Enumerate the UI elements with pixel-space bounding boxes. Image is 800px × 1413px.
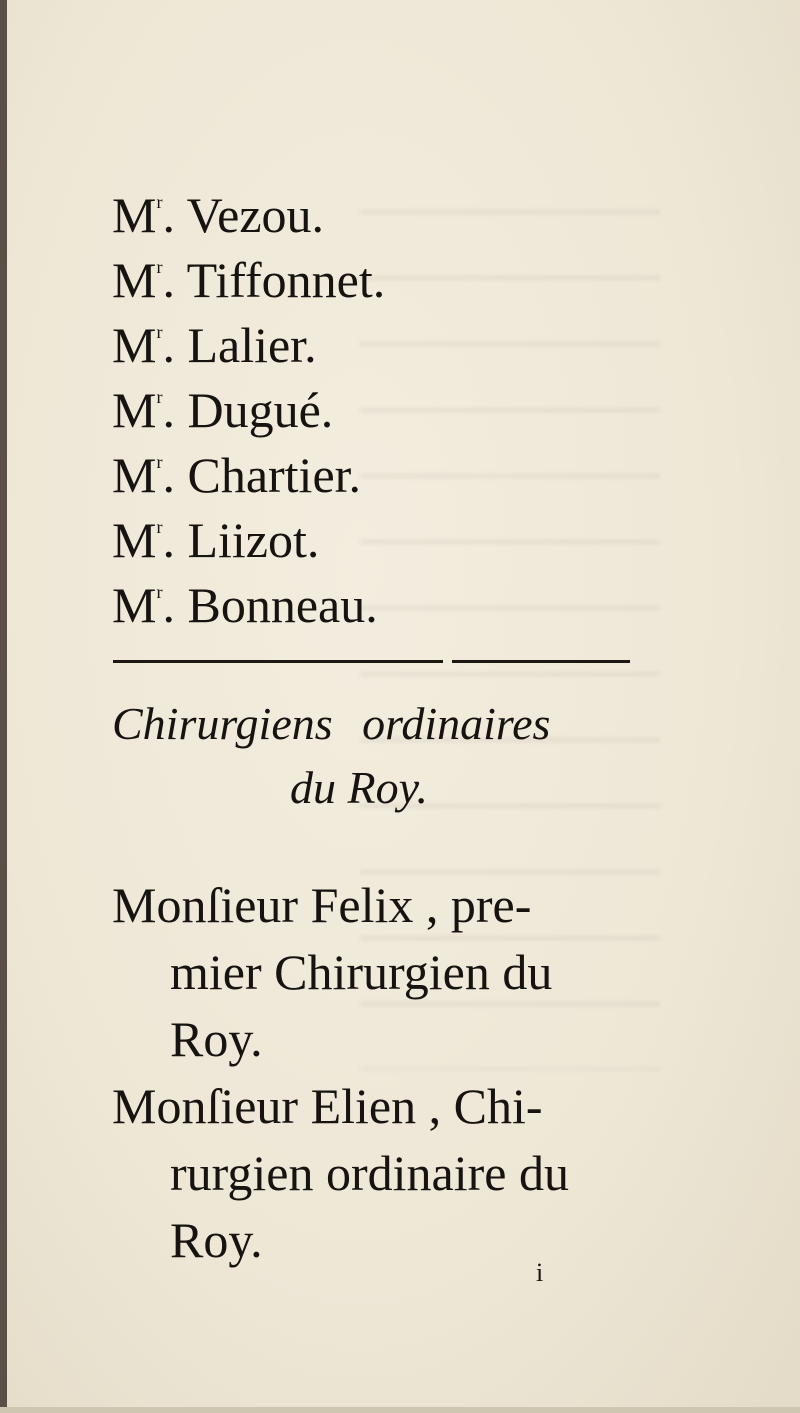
entry-line: rurgien ordinaire du [170,1145,569,1201]
name-entry: $M^r$. Lalier. [112,317,317,373]
surgeon-entry [112,872,652,1073]
section-heading-line-2: du Roy. [290,762,428,813]
page-binding-edge [0,0,7,1413]
name-entry: $M^r$. Liizot. [112,512,320,568]
name-entry: $M^r$. Vezou. [112,187,325,243]
name-entry: $M^r$. Dugué. [112,382,334,438]
section-heading [112,692,642,820]
surgeon-entries [112,872,652,1274]
section-divider-left [113,660,443,663]
surgeon-entry [112,1073,652,1274]
name-list [112,170,386,633]
signature-mark: i [536,1258,544,1287]
page-bottom-edge [0,1407,800,1413]
name-entry: $M^r$. Bonneau. [112,577,378,633]
section-divider-right [452,660,630,663]
entry-line: Roy. [170,1212,263,1268]
name-entry: $M^r$. Tiffonnet. [112,252,386,308]
entry-line: mier Chirurgien du [170,944,553,1000]
section-heading-line-1: Chirurgiens ordinaires [112,698,551,749]
name-entry: $M^r$. Chartier. [112,447,362,503]
entry-line: Monſieur Elien , Chi- [112,1078,543,1134]
entry-line: Monſieur Felix , pre- [112,877,532,933]
entry-line: Roy. [170,1011,263,1067]
